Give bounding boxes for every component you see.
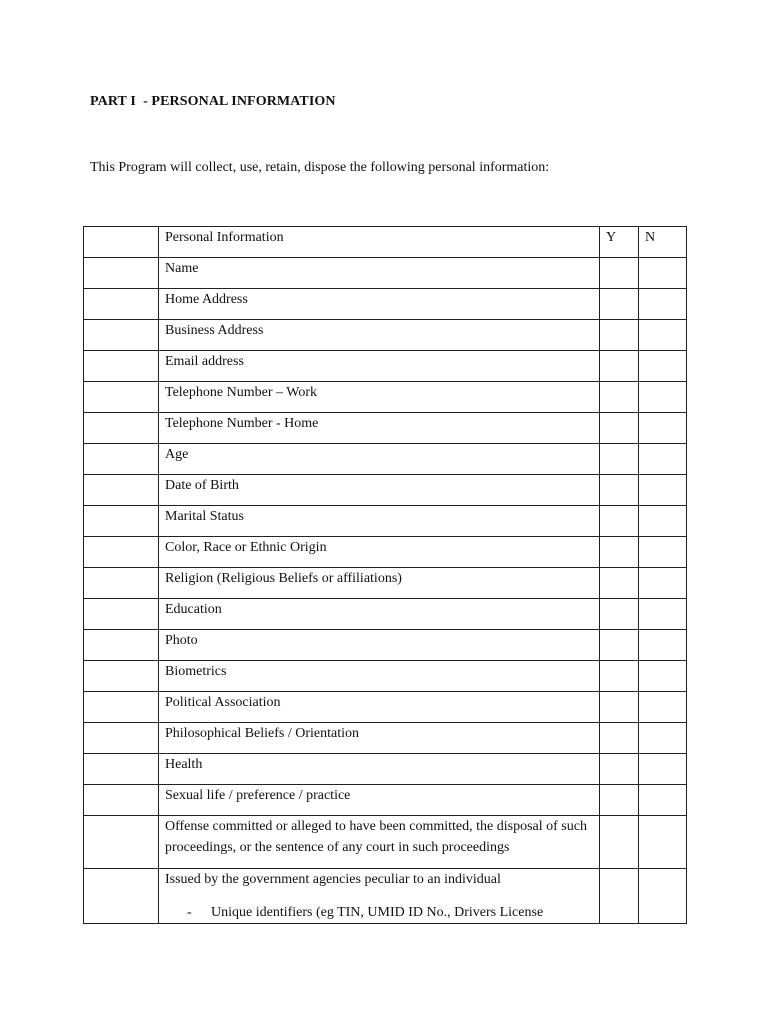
row-index-cell	[84, 258, 159, 289]
yes-checkbox-cell[interactable]	[600, 661, 639, 692]
yes-checkbox-cell[interactable]	[600, 785, 639, 816]
no-checkbox-cell[interactable]	[639, 444, 687, 475]
row-index-cell	[84, 630, 159, 661]
row-index-cell	[84, 816, 159, 869]
column-header-personal-information: Personal Information	[159, 227, 600, 258]
no-checkbox-cell[interactable]	[639, 869, 687, 924]
row-label: Telephone Number – Work	[159, 382, 600, 413]
row-label: Age	[159, 444, 600, 475]
yes-checkbox-cell[interactable]	[600, 568, 639, 599]
table-row	[84, 630, 687, 661]
no-checkbox-cell[interactable]	[639, 382, 687, 413]
row-label: Sexual life / preference / practice	[159, 785, 600, 816]
table-row	[84, 869, 687, 924]
row-index-cell	[84, 444, 159, 475]
section-heading: PART I - PERSONAL INFORMATION	[90, 94, 336, 109]
row-index-cell	[84, 599, 159, 630]
no-checkbox-cell[interactable]	[639, 599, 687, 630]
row-label: Marital Status	[159, 506, 600, 537]
column-header-n: N	[639, 227, 687, 258]
no-checkbox-cell[interactable]	[639, 568, 687, 599]
no-checkbox-cell[interactable]	[639, 413, 687, 444]
row-index-cell	[84, 320, 159, 351]
row-index-cell	[84, 227, 159, 258]
personal-info-table	[83, 226, 687, 924]
row-index-cell	[84, 351, 159, 382]
table-row	[84, 599, 687, 630]
no-checkbox-cell[interactable]	[639, 289, 687, 320]
yes-checkbox-cell[interactable]	[600, 506, 639, 537]
table-row	[84, 506, 687, 537]
no-checkbox-cell[interactable]	[639, 785, 687, 816]
table-row	[84, 475, 687, 506]
row-label: Religion (Religious Beliefs or affiliations)	[159, 568, 600, 599]
row-index-cell	[84, 413, 159, 444]
table-row	[84, 816, 687, 869]
row-index-cell	[84, 785, 159, 816]
row-index-cell	[84, 506, 159, 537]
table-row	[84, 692, 687, 723]
table-row	[84, 289, 687, 320]
yes-checkbox-cell[interactable]	[600, 258, 639, 289]
yes-checkbox-cell[interactable]	[600, 289, 639, 320]
table-row	[84, 258, 687, 289]
no-checkbox-cell[interactable]	[639, 506, 687, 537]
no-checkbox-cell[interactable]	[639, 351, 687, 382]
yes-checkbox-cell[interactable]	[600, 475, 639, 506]
list-bullet: -	[187, 905, 192, 920]
row-index-cell	[84, 692, 159, 723]
row-label: Color, Race or Ethnic Origin	[159, 537, 600, 568]
no-checkbox-cell[interactable]	[639, 258, 687, 289]
row-label: Home Address	[159, 289, 600, 320]
row-label: Health	[159, 754, 600, 785]
row-index-cell	[84, 537, 159, 568]
yes-checkbox-cell[interactable]	[600, 444, 639, 475]
sub-item-text: Unique identifiers (eg TIN, UMID ID No., Drivers License	[211, 905, 544, 920]
row-label-government-issued	[159, 869, 600, 924]
row-label: Offense committed or alleged to have been committed, the disposal of such proceedings, or the sentence of any court in such proceedings	[159, 816, 600, 869]
row-label: Business Address	[159, 320, 600, 351]
no-checkbox-cell[interactable]	[639, 723, 687, 754]
yes-checkbox-cell[interactable]	[600, 320, 639, 351]
no-checkbox-cell[interactable]	[639, 754, 687, 785]
table-row	[84, 785, 687, 816]
row-index-cell	[84, 754, 159, 785]
row-label: Photo	[159, 630, 600, 661]
no-checkbox-cell[interactable]	[639, 661, 687, 692]
row-index-cell	[84, 382, 159, 413]
yes-checkbox-cell[interactable]	[600, 723, 639, 754]
no-checkbox-cell[interactable]	[639, 816, 687, 869]
no-checkbox-cell[interactable]	[639, 630, 687, 661]
sub-list-item	[165, 902, 593, 923]
row-label: Email address	[159, 351, 600, 382]
yes-checkbox-cell[interactable]	[600, 351, 639, 382]
row-label: Telephone Number - Home	[159, 413, 600, 444]
table-row	[84, 351, 687, 382]
table-row	[84, 723, 687, 754]
row-index-cell	[84, 289, 159, 320]
row-index-cell	[84, 475, 159, 506]
row-label: Political Association	[159, 692, 600, 723]
yes-checkbox-cell[interactable]	[600, 869, 639, 924]
intro-text: This Program will collect, use, retain, dispose the following personal information:	[90, 160, 550, 175]
table-row	[84, 568, 687, 599]
row-label: Name	[159, 258, 600, 289]
row-index-cell	[84, 723, 159, 754]
yes-checkbox-cell[interactable]	[600, 382, 639, 413]
table-row	[84, 320, 687, 351]
yes-checkbox-cell[interactable]	[600, 537, 639, 568]
table-header-row	[84, 227, 687, 258]
yes-checkbox-cell[interactable]	[600, 630, 639, 661]
row-index-cell	[84, 661, 159, 692]
yes-checkbox-cell[interactable]	[600, 599, 639, 630]
table-row	[84, 413, 687, 444]
row-label: Biometrics	[159, 661, 600, 692]
no-checkbox-cell[interactable]	[639, 692, 687, 723]
yes-checkbox-cell[interactable]	[600, 754, 639, 785]
no-checkbox-cell[interactable]	[639, 475, 687, 506]
table-row	[84, 444, 687, 475]
row-index-cell	[84, 869, 159, 924]
row-label: Education	[159, 599, 600, 630]
table-row	[84, 661, 687, 692]
column-header-y: Y	[600, 227, 639, 258]
table-row	[84, 537, 687, 568]
table-row	[84, 754, 687, 785]
no-checkbox-cell[interactable]	[639, 537, 687, 568]
row-label: Philosophical Beliefs / Orientation	[159, 723, 600, 754]
row-label: Date of Birth	[159, 475, 600, 506]
yes-checkbox-cell[interactable]	[600, 692, 639, 723]
row-index-cell	[84, 568, 159, 599]
table-row	[84, 382, 687, 413]
row-label: Issued by the government agencies peculiar to an individual	[165, 872, 501, 887]
yes-checkbox-cell[interactable]	[600, 816, 639, 869]
yes-checkbox-cell[interactable]	[600, 413, 639, 444]
no-checkbox-cell[interactable]	[639, 320, 687, 351]
